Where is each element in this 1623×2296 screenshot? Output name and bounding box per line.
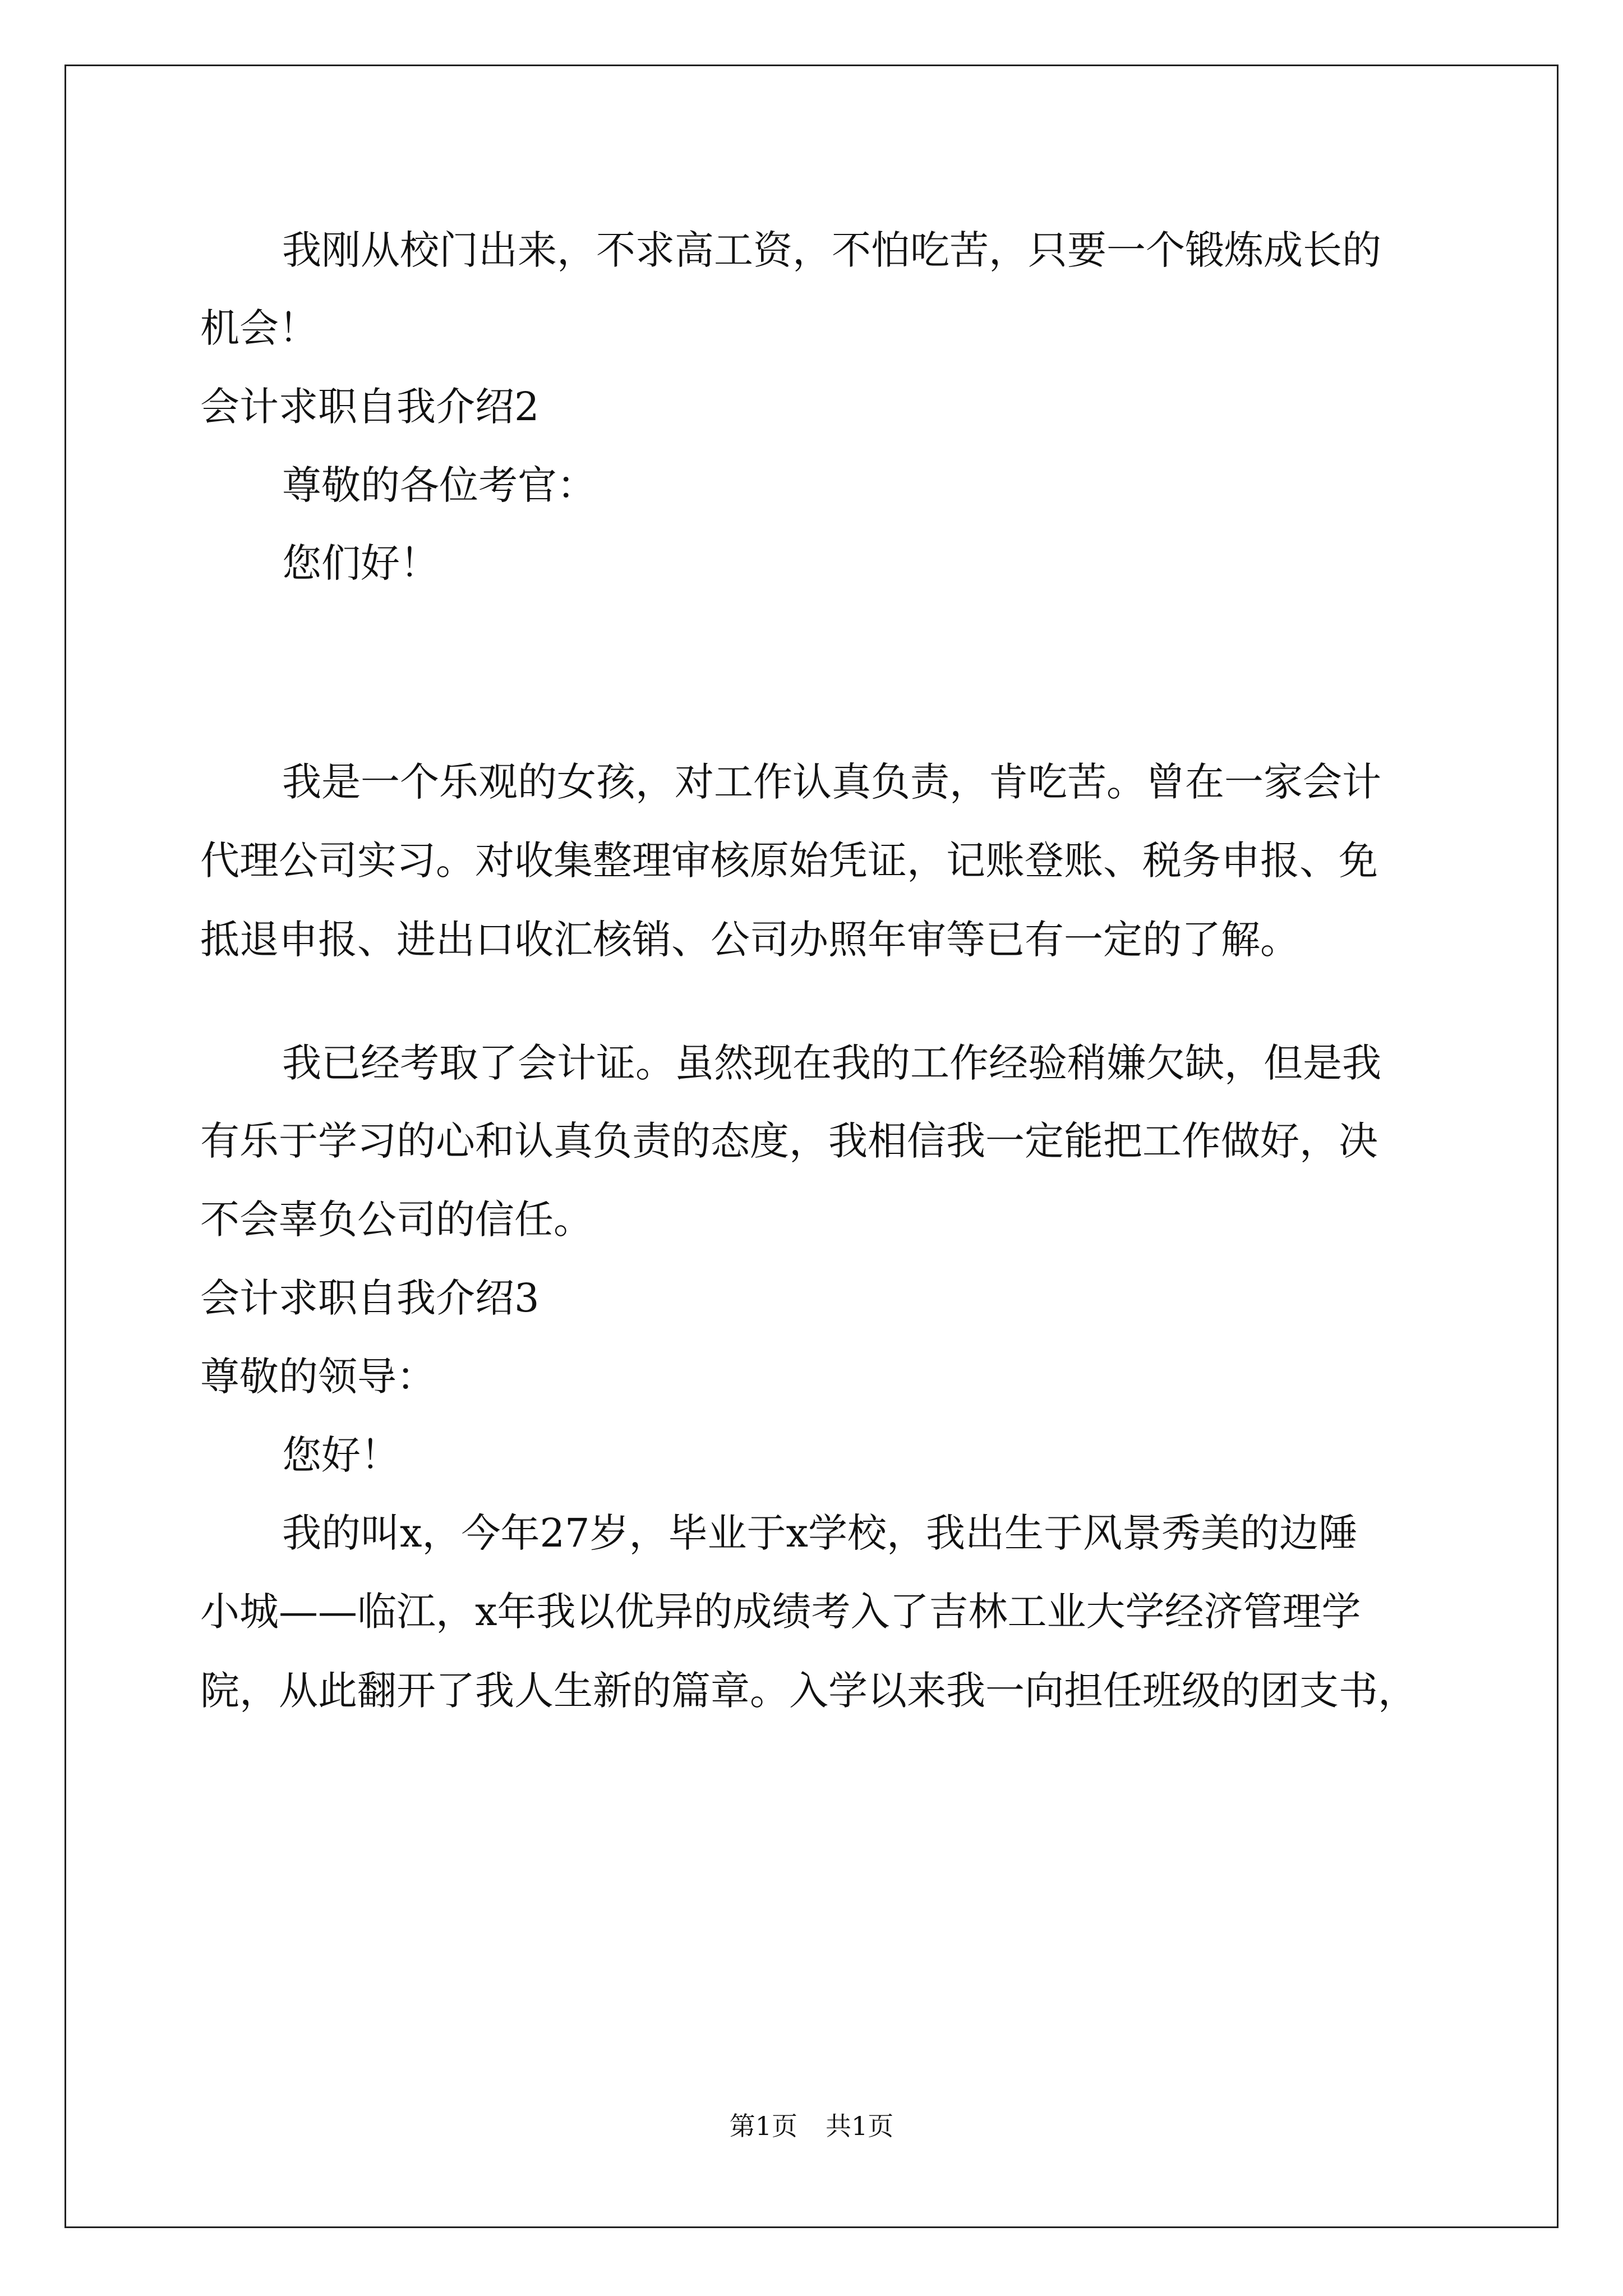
page-total: 共1页	[826, 2111, 894, 2141]
text-line: 有乐于学习的心和认真负责的态度，我相信我一定能把工作做好，决	[200, 1118, 1378, 1164]
text-line: 不会辜负公司的信任。	[200, 1197, 593, 1243]
section-heading: 会计求职自我介绍3	[200, 1275, 540, 1321]
greeting: 您好！	[282, 1432, 400, 1478]
text-line: 院，从此翻开了我人生新的篇章。入学以来我一向担任班级的团支书，	[200, 1668, 1417, 1714]
page-footer	[0, 2109, 1623, 2143]
section-heading: 会计求职自我介绍2	[200, 384, 540, 430]
text-line: 我已经考取了会计证。虽然现在我的工作经验稍嫌欠缺，但是我	[282, 1040, 1381, 1086]
text-line: 代理公司实习。对收集整理审核原始凭证，记账登账、税务申报、免	[200, 838, 1378, 884]
text-line: 抵退申报、进出口收汇核销、公司办照年审等已有一定的了解。	[200, 917, 1299, 963]
text-line: 机会！	[200, 305, 318, 351]
page-number: 第1页	[729, 2111, 797, 2141]
text-line: 我是一个乐观的女孩，对工作认真负责，肯吃苦。曾在一家会计	[282, 759, 1381, 805]
text-line: 小城——临江，x年我以优异的成绩考入了吉林工业大学经济管理学	[200, 1589, 1361, 1635]
salutation: 尊敬的领导：	[200, 1354, 436, 1400]
text-line: 我的叫x，今年27岁，毕业于x学校，我出生于风景秀美的边陲	[282, 1510, 1358, 1556]
salutation: 尊敬的各位考官：	[282, 462, 596, 508]
text-line: 我刚从校门出来，不求高工资，不怕吃苦，只要一个锻炼成长的	[282, 227, 1381, 273]
greeting: 您们好！	[282, 540, 439, 586]
